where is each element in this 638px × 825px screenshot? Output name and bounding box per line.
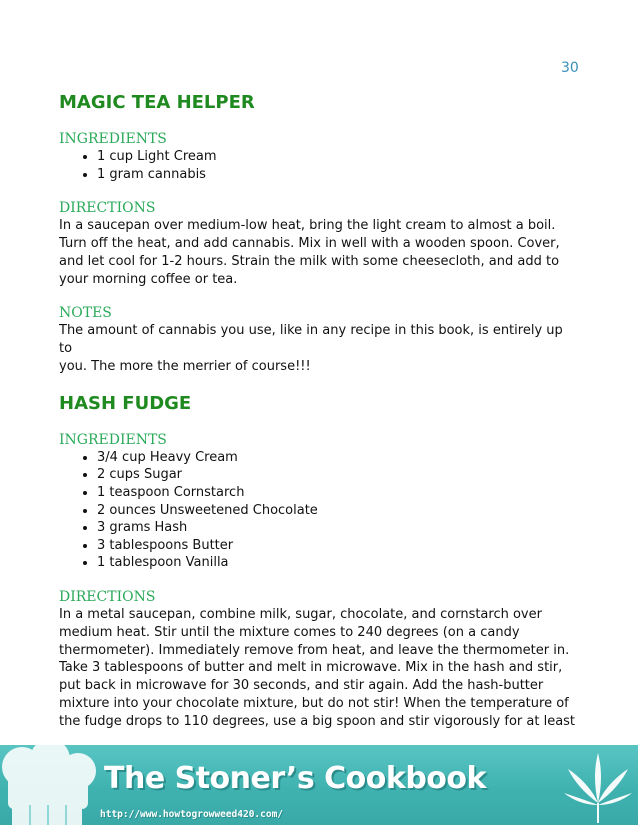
list-item: • 2 ounces Unsweetened Chocolate — [97, 502, 579, 520]
list-item: • 1 teaspoon Cornstarch — [97, 484, 579, 502]
text-line: you. The more the merrier of course!!! — [59, 358, 311, 374]
page-number: 30 — [561, 60, 579, 76]
text-line: thermometer). Immediately remove from heat, and leave the thermometer in. — [59, 642, 570, 658]
text-line: In a metal saucepan, combine milk, sugar, chocolate, and cornstarch over — [59, 606, 542, 622]
directions-heading: DIRECTIONS — [59, 200, 156, 217]
ingredients-list — [59, 449, 579, 572]
directions-text — [59, 606, 579, 731]
text-line: The amount of cannabis you use, like in any recipe in this book, is entirely up to — [59, 323, 563, 357]
chef-hat-icon — [0, 745, 110, 825]
list-item: • 1 cup Light Cream — [97, 148, 579, 166]
text-line: the fudge drops to 110 degrees, use a big spoon and stir vigorously for at least — [59, 713, 576, 729]
recipe-title: MAGIC TEA HELPER — [59, 92, 255, 113]
directions-heading: DIRECTIONS — [59, 588, 156, 605]
text-line: In a saucepan over medium-low heat, bring the light cream to almost a boil. — [59, 218, 556, 234]
text-line: and let cool for 1-2 hours. Strain the milk with some cheesecloth, and add to — [59, 253, 560, 269]
ingredients-heading: INGREDIENTS — [59, 131, 167, 147]
text-line: medium heat. Stir until the mixture comes to 240 degrees (on a candy — [59, 624, 520, 640]
list-item: • 2 cups Sugar — [97, 466, 579, 484]
ingredients-heading: INGREDIENTS — [59, 431, 167, 448]
ingredients-list — [59, 148, 579, 183]
notes-heading: NOTES — [59, 305, 112, 322]
text-line: Take 3 tablespoons of butter and melt in microwave. Mix in the hash and stir, — [59, 660, 563, 676]
cannabis-leaf-icon — [562, 747, 634, 823]
footer-url[interactable]: http://www.howtogrowweed420.com/ — [100, 809, 284, 820]
directions-text — [59, 217, 579, 288]
recipe-title: HASH FUDGE — [59, 392, 192, 414]
text-line: mixture into your chocolate mixture, but do not stir! When the temperature of — [59, 695, 569, 711]
footer-title: The Stoner’s Cookbook — [104, 761, 486, 796]
text-line: your morning coffee or tea. — [59, 271, 238, 287]
page-content — [59, 92, 579, 731]
list-item: • 1 tablespoon Vanilla — [97, 554, 579, 572]
notes-text — [59, 322, 579, 375]
list-item: • 3 grams Hash — [97, 519, 579, 537]
list-item: • 3 tablespoons Butter — [97, 537, 579, 555]
text-line: put back in microwave for 30 seconds, and stir again. Add the hash-butter — [59, 678, 544, 694]
footer-banner — [0, 745, 638, 825]
list-item: • 1 gram cannabis — [97, 166, 579, 184]
text-line: Turn off the heat, and add cannabis. Mix in well with a wooden spoon. Cover, — [59, 235, 560, 251]
list-item: • 3/4 cup Heavy Cream — [97, 449, 579, 467]
